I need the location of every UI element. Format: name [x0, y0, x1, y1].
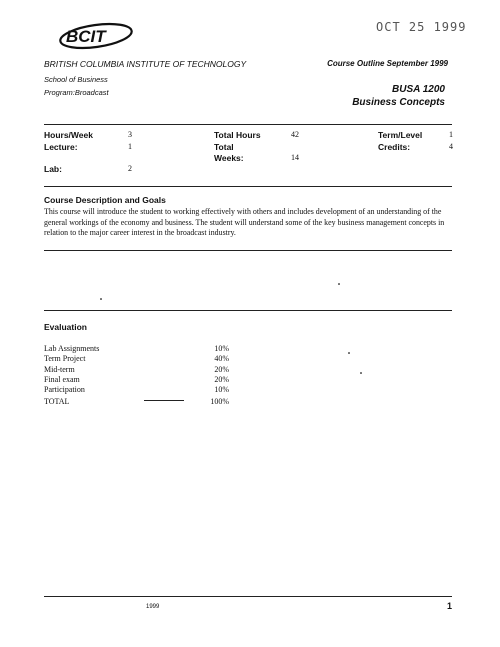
evaluation-item-name: Lab Assignments	[44, 344, 100, 353]
received-date-stamp: OCT 25 1999	[376, 20, 467, 34]
footer-divider	[44, 596, 452, 597]
evaluation-item-name: Term Project	[44, 354, 86, 364]
page-number: 1	[447, 601, 453, 611]
course-code: BUSA 1200	[392, 84, 445, 95]
evaluation-item-name: Mid-term	[44, 364, 75, 374]
scan-speck	[338, 283, 340, 285]
lab-label: Lab:	[44, 164, 62, 174]
total-weeks-label-line2: Weeks:	[214, 153, 244, 163]
course-title: Business Concepts	[352, 97, 445, 108]
credits-value: 4	[449, 142, 453, 151]
total-underline	[144, 400, 184, 401]
divider	[44, 186, 452, 187]
scan-speck	[100, 298, 102, 300]
lecture-value: 1	[128, 142, 132, 151]
evaluation-item-pct: 20%	[214, 364, 229, 374]
total-weeks-value: 14	[291, 153, 299, 162]
evaluation-item-pct: 10%	[214, 385, 229, 395]
scan-speck	[360, 372, 362, 374]
total-hours-label: Total Hours	[214, 130, 261, 140]
scan-speck	[348, 352, 350, 354]
hours-week-value: 3	[128, 130, 132, 139]
evaluation-item-name: TOTAL	[44, 397, 70, 407]
description-title: Course Description and Goals	[44, 195, 166, 205]
school-name: School of Business	[44, 75, 108, 84]
evaluation-item-pct: 100%	[210, 397, 229, 407]
divider	[44, 124, 452, 125]
hours-week-label: Hours/Week	[44, 130, 93, 140]
footer-year: 1999	[146, 604, 160, 610]
description-text: This course will introduce the student to working effectively with others and includes development of an understanding of the general workings of the economy and business. The student will understand some of the key business management concepts in relation to the major career interest in the broadcast industry.	[44, 207, 445, 238]
evaluation-item-pct: 10%	[214, 344, 229, 353]
total-weeks-label-line1: Total	[214, 142, 234, 152]
term-level-label: Term/Level	[378, 130, 423, 140]
divider	[44, 310, 452, 311]
term-level-value: 1	[449, 130, 453, 139]
evaluation-title: Evaluation	[44, 322, 87, 332]
evaluation-item-name: Final exam	[44, 374, 80, 384]
total-hours-value: 42	[291, 130, 299, 139]
lab-value: 2	[128, 164, 132, 173]
divider	[44, 250, 452, 251]
evaluation-item-name: Participation	[44, 385, 85, 395]
lecture-label: Lecture:	[44, 142, 78, 152]
institute-name: BRITISH COLUMBIA INSTITUTE OF TECHNOLOGY	[44, 59, 247, 69]
evaluation-item-pct: 40%	[214, 354, 229, 364]
program-name: Program:Broadcast	[44, 88, 109, 97]
evaluation-item-pct: 20%	[214, 374, 229, 384]
logo-text: BCIT	[66, 27, 106, 46]
outline-date: Course Outline September 1999	[327, 59, 448, 68]
credits-label: Credits:	[378, 142, 411, 152]
bcit-logo	[56, 20, 134, 52]
